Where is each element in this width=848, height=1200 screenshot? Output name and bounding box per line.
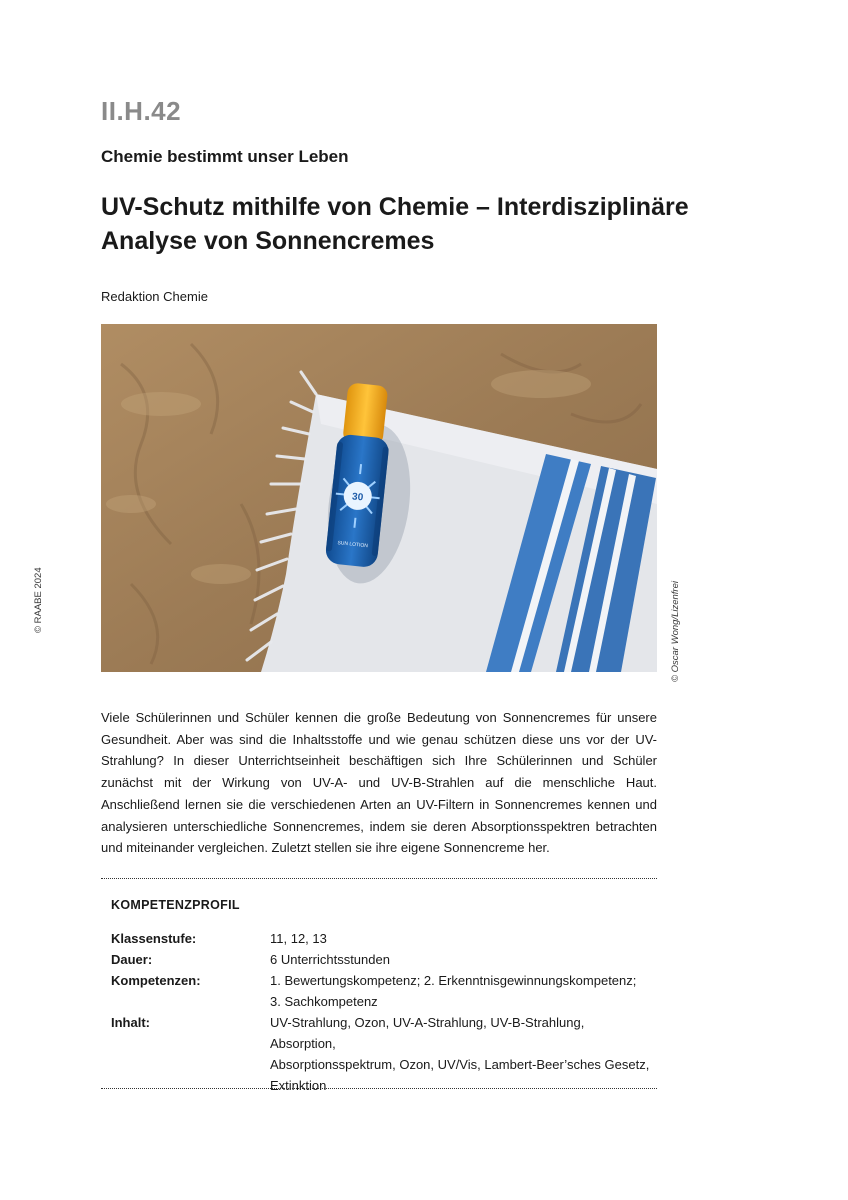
profile-value-line: 6 Unterrichtsstunden	[270, 952, 390, 967]
profile-value-line: 1. Bewertungskompetenz; 2. Erkenntnisgewinnungskompetenz;	[270, 973, 637, 988]
divider-top	[101, 878, 657, 879]
profile-label: Klassenstufe:	[111, 931, 197, 946]
copyright	[33, 555, 47, 635]
profile-value-line: Absorptionsspektrum, Ozon, UV/Vis, Lambert-Beer’sches Gesetz,	[270, 1057, 650, 1072]
profile-value	[270, 1012, 651, 1096]
profile-label: Dauer:	[111, 952, 153, 967]
bottle-label: SUN LOTION	[337, 540, 369, 550]
profile-value	[270, 970, 651, 1012]
cover-photo	[101, 324, 657, 672]
profile-value-line: 3. Sachkompetenz	[270, 994, 378, 1009]
subtitle: Chemie bestimmt unser Leben	[101, 147, 349, 166]
photo-credit-text: © Oscar Wong/Lizenfrei	[670, 581, 681, 682]
profile-label: Inhalt:	[111, 1015, 150, 1030]
copyright-text: © RAABE 2024	[33, 567, 44, 633]
profile-row	[111, 928, 651, 949]
profile-row	[111, 1012, 651, 1096]
title-line-1: UV-Schutz mithilfe von Chemie – Interdisziplinäre	[101, 193, 689, 221]
profile-value-line: 11, 12, 13	[270, 931, 327, 946]
profile-value-line: UV-Strahlung, Ozon, UV-A-Strahlung, UV-B-Strahlung, Absorption,	[270, 1015, 585, 1051]
profile-value-line: Extinktion	[270, 1078, 327, 1093]
spf-label: 30	[351, 491, 364, 504]
profile-row	[111, 970, 651, 1012]
profile-value	[270, 949, 651, 970]
profile-value	[270, 928, 651, 949]
photo-credit	[670, 562, 684, 682]
series-code: II.H.42	[101, 96, 182, 126]
competence-profile	[111, 898, 651, 1096]
divider-bottom	[101, 1088, 657, 1089]
editor: Redaktion Chemie	[101, 289, 208, 304]
page-title	[101, 190, 701, 258]
title-line-2: Analyse von Sonnencremes	[101, 227, 435, 255]
profile-heading: KOMPETENZPROFIL	[111, 898, 240, 912]
profile-row	[111, 949, 651, 970]
profile-label: Kompetenzen:	[111, 973, 201, 988]
intro-paragraph: Viele Schülerinnen und Schüler kennen die große Bedeutung von Sonnencremes für unsere Gesundheit. Aber was sind die Inhaltsstoffe und wie genau schützen diese uns vor der UV-Strahlung? In dieser Unterrichtseinheit beschäftigen sich Ihre Schülerinnen und Schüler zunächst mit der Wirkung von UV-A- und UV-B-Strahlen auf die menschliche Haut. Anschließend lernen sie die verschiedenen Arten an UV-Filtern in Sonnencremes kennen und analysieren unterschiedliche Sonnencremes, indem sie deren Absorptionsspektren betrachten und miteinander vergleichen. Zuletzt stellen sie ihre eigene Sonnencreme her.	[101, 710, 657, 856]
